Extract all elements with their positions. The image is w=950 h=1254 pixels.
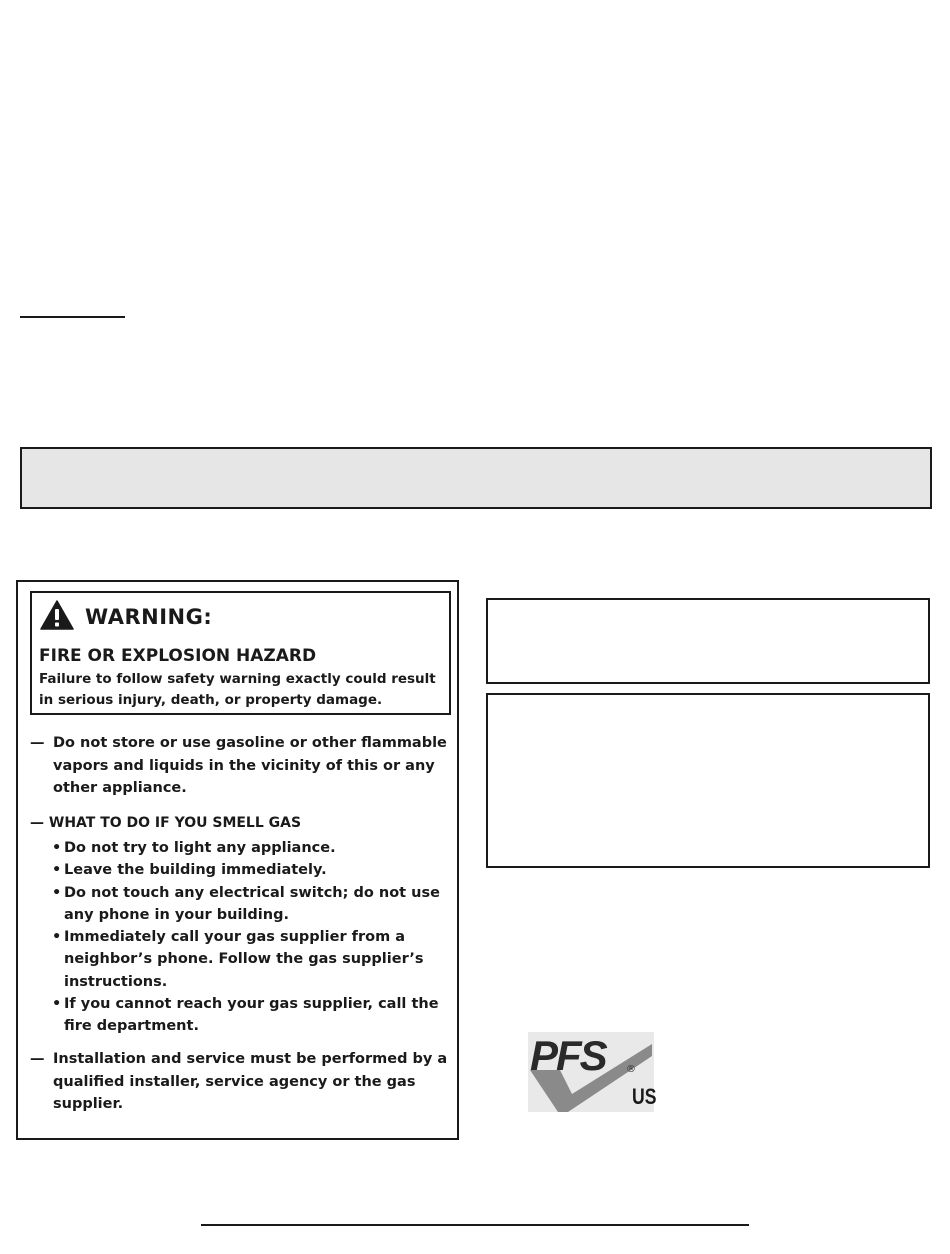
instruction-item-installation <box>30 1048 450 1116</box>
dash-marker: — <box>30 1051 45 1067</box>
safety-warning-panel <box>16 580 459 1140</box>
logo-text: PFS <box>530 1032 606 1079</box>
instruction-text: Installation and service must be performed by a qualified installer, service agency or the gas supplier. <box>53 1051 448 1112</box>
footer-rule <box>201 1224 749 1226</box>
info-box-bottom <box>486 693 930 868</box>
instruction-text: Do not store or use gasoline or other flammable vapors and liquids in the vicinity of this or any other appliance. <box>53 735 447 796</box>
list-item-text: If you cannot reach your gas supplier, call the fire department. <box>64 996 439 1035</box>
dash-marker: — <box>30 735 45 751</box>
pfs-certification-logo <box>528 1032 660 1116</box>
list-item <box>52 859 450 881</box>
list-item-text: Immediately call your gas supplier from a neighbor’s phone. Follow the gas supplier’s instructions. <box>64 929 424 990</box>
list-item-text: Do not try to light any appliance. <box>64 840 336 856</box>
list-item <box>52 926 450 993</box>
list-item-text: Do not touch any electrical switch; do not use any phone in your building. <box>64 884 440 923</box>
smell-gas-bullet-list <box>52 837 450 1038</box>
bullet-marker: • <box>52 840 62 856</box>
bullet-marker: • <box>52 996 62 1013</box>
instruction-item-gasoline <box>30 732 450 800</box>
bullet-marker: • <box>52 884 62 901</box>
warning-triangle-icon <box>40 600 74 630</box>
hazard-title: FIRE OR EXPLOSION HAZARD <box>39 646 317 666</box>
warning-header-box <box>30 591 451 715</box>
smell-gas-heading: — WHAT TO DO IF YOU SMELL GAS <box>30 815 302 831</box>
country-mark: US <box>632 1084 657 1109</box>
bullet-marker: • <box>52 862 62 879</box>
warning-title: WARNING: <box>85 605 213 629</box>
list-item <box>52 993 450 1038</box>
bullet-marker: • <box>52 929 62 946</box>
header-underline-rule <box>20 316 125 318</box>
title-banner <box>20 447 932 509</box>
registered-mark: ® <box>626 1064 636 1075</box>
list-item-text: Leave the building immediately. <box>64 862 327 879</box>
warning-body-text: Failure to follow safety warning exactly could result in serious injury, death, or property damage. <box>39 671 436 708</box>
list-item <box>52 837 450 859</box>
info-box-top <box>486 598 930 684</box>
list-item <box>52 882 450 927</box>
